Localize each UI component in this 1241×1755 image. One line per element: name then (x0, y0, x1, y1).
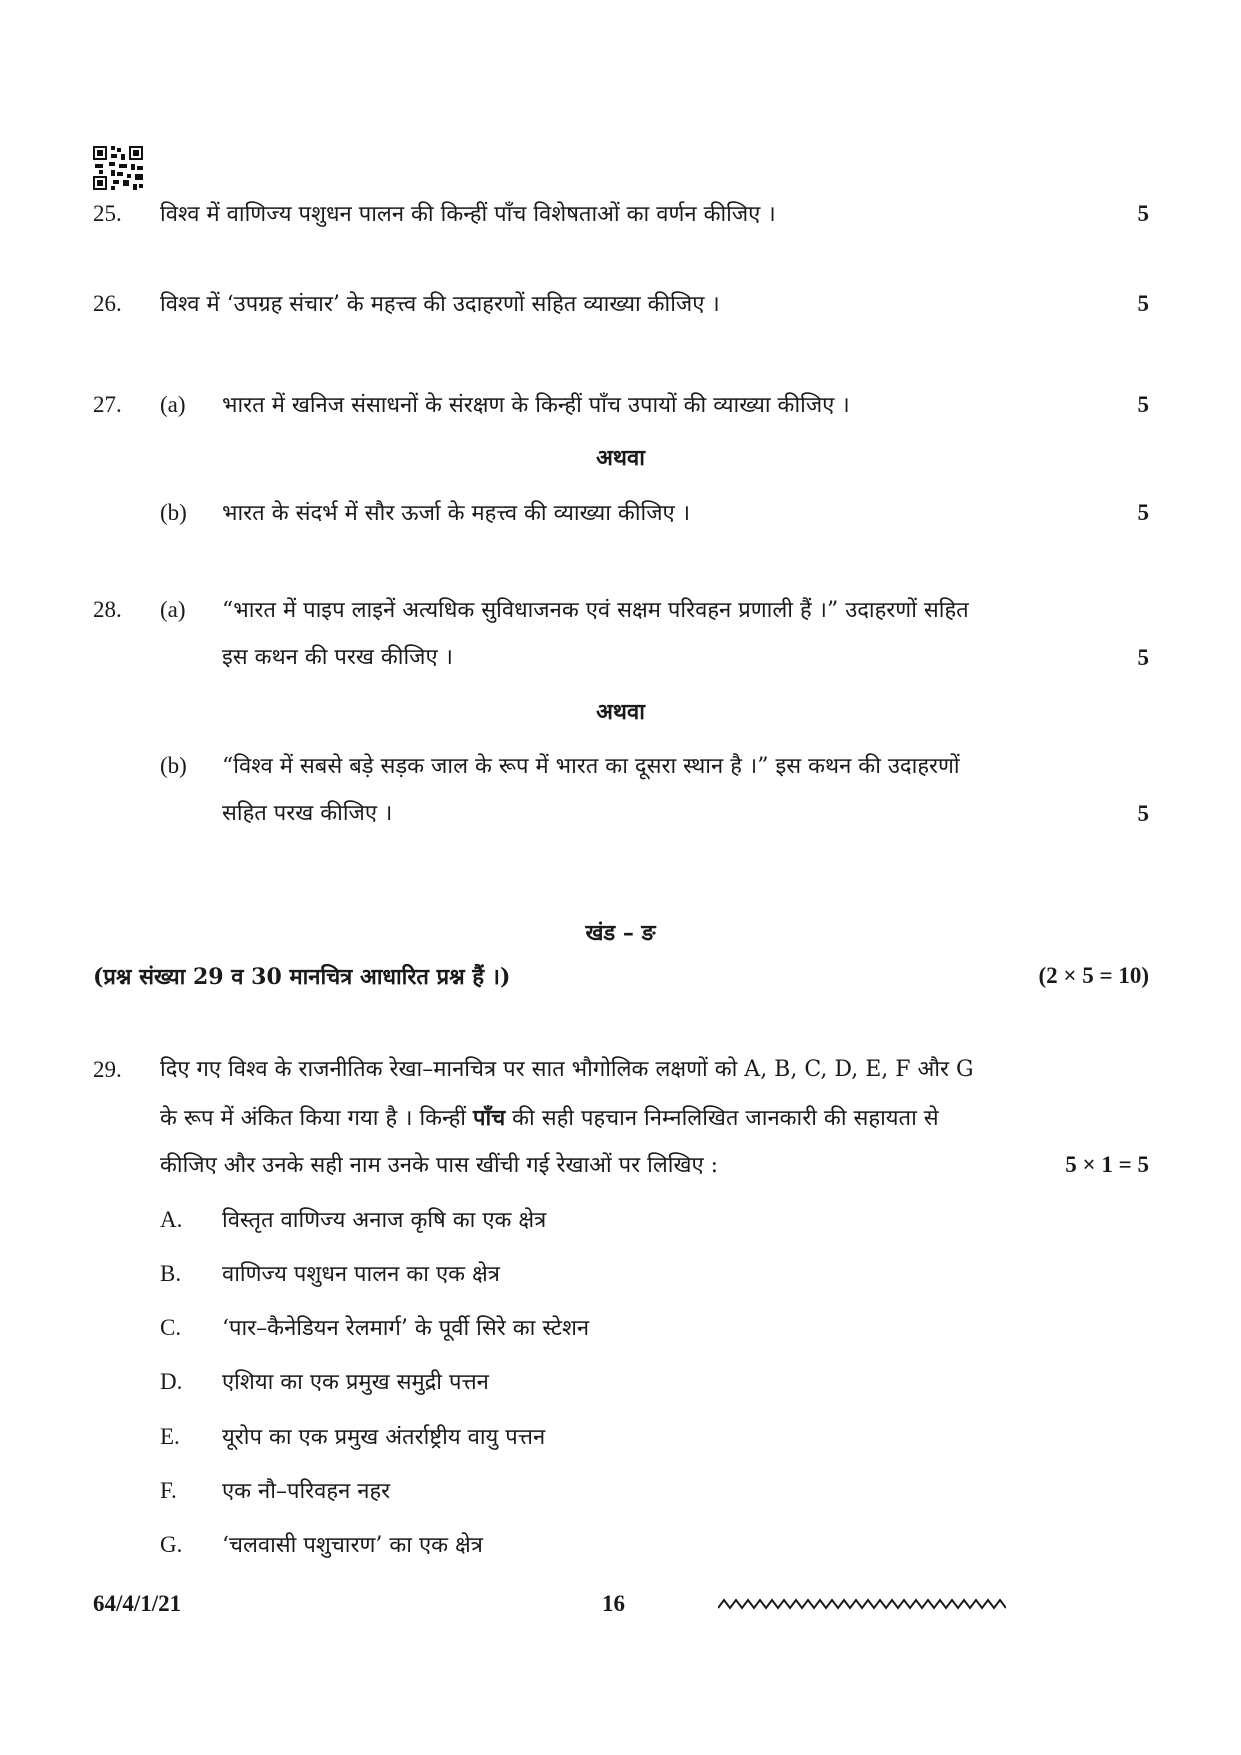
list-item-text: विस्तृत वाणिज्य अनाज कृषि का एक क्षेत्र (222, 1208, 547, 1233)
list-item-text: वाणिज्य पशुधन पालन का एक क्षेत्र (222, 1262, 500, 1287)
marks: 5 (1137, 500, 1149, 525)
list-item-text: ‘चलवासी पशुचारण’ का एक क्षेत्र (222, 1533, 483, 1558)
marks: 5 (1137, 392, 1149, 417)
section-title: खंड – ङ (585, 920, 656, 946)
option-label: (a) (160, 392, 186, 417)
section-note: (प्रश्न संख्या 29 व 30 मानचित्र आधारित प्रश्न हैं ।) (93, 964, 511, 990)
list-item-label: E. (160, 1424, 180, 1449)
question-number: 26. (93, 291, 122, 316)
question-text: विश्व में वाणिज्य पशुधन पालन की किन्हीं पाँच विशेषताओं का वर्णन कीजिए । (160, 202, 776, 227)
question-number: 28. (93, 597, 122, 622)
list-item-label: B. (160, 1261, 182, 1286)
marks: 5 (1137, 645, 1149, 670)
question-text: विश्व में ‘उपग्रह संचार’ के महत्त्व की उदाहरणों सहित व्याख्या कीजिए । (160, 292, 720, 317)
option-text-line2: सहित परख कीजिए । (222, 801, 393, 826)
paper-code: 64/4/1/21 (93, 1591, 182, 1616)
question-text-line2-post: की सही पहचान निम्नलिखित जानकारी की सहायता से (505, 1106, 939, 1131)
or-divider: अथवा (596, 445, 645, 471)
marks: 5 × 1 = 5 (1065, 1152, 1149, 1177)
list-item-label: D. (160, 1369, 183, 1394)
list-item-text: ‘पार–कैनेडियन रेलमार्ग’ के पूर्वी सिरे का स्टेशन (222, 1316, 590, 1341)
question-text-line2-pre: के रूप में अंकित किया गया है । किन्हीं (160, 1106, 473, 1131)
option-text-line1: “भारत में पाइप लाइनें अत्यधिक सुविधाजनक एवं सक्षम परिवहन प्रणाली हैं ।” उदाहरणों सहित (222, 598, 969, 623)
wavy-line-icon (718, 1596, 1006, 1612)
list-item-label: C. (160, 1315, 182, 1340)
list-item-label: A. (160, 1207, 183, 1232)
marks: 5 (1137, 801, 1149, 826)
emphasis-text: पाँच (473, 1105, 506, 1131)
option-label: (b) (160, 753, 187, 778)
question-number: 25. (93, 201, 122, 226)
question-text-line3: कीजिए और उनके सही नाम उनके पास खींची गई रेखाओं पर लिखिए : (160, 1153, 719, 1178)
question-text-line2 (160, 1103, 939, 1134)
option-text: भारत के संदर्भ में सौर ऊर्जा के महत्त्व की व्याख्या कीजिए । (222, 501, 691, 526)
page-number: 16 (602, 1591, 625, 1616)
list-item-text: एशिया का एक प्रमुख समुद्री पत्तन (222, 1370, 489, 1395)
list-item-text: एक नौ–परिवहन नहर (222, 1479, 391, 1504)
question-text-line1: दिए गए विश्व के राजनीतिक रेखा–मानचित्र पर सात भौगोलिक लक्षणों को A, B, C, D, E, F और G (160, 1057, 974, 1082)
option-label: (a) (160, 597, 186, 622)
question-number: 29. (93, 1057, 122, 1082)
qr-code-icon (93, 146, 143, 190)
marks: 5 (1137, 201, 1149, 226)
list-item-text: यूरोप का एक प्रमुख अंतर्राष्ट्रीय वायु पत्तन (222, 1425, 546, 1450)
list-item-label: F. (160, 1478, 177, 1503)
option-label: (b) (160, 500, 187, 525)
option-text-line1: “विश्व में सबसे बड़े सड़क जाल के रूप में भारत का दूसरा स्थान है ।” इस कथन की उदाहरणों (222, 754, 960, 779)
option-text-line2: इस कथन की परख कीजिए । (222, 645, 454, 670)
question-number: 27. (93, 392, 122, 417)
list-item-label: G. (160, 1532, 183, 1557)
marks: 5 (1137, 291, 1149, 316)
or-divider: अथवा (596, 699, 645, 725)
section-marks: (2 × 5 = 10) (1038, 963, 1149, 988)
option-text: भारत में खनिज संसाधनों के संरक्षण के किन्हीं पाँच उपायों की व्याख्या कीजिए । (222, 393, 850, 418)
